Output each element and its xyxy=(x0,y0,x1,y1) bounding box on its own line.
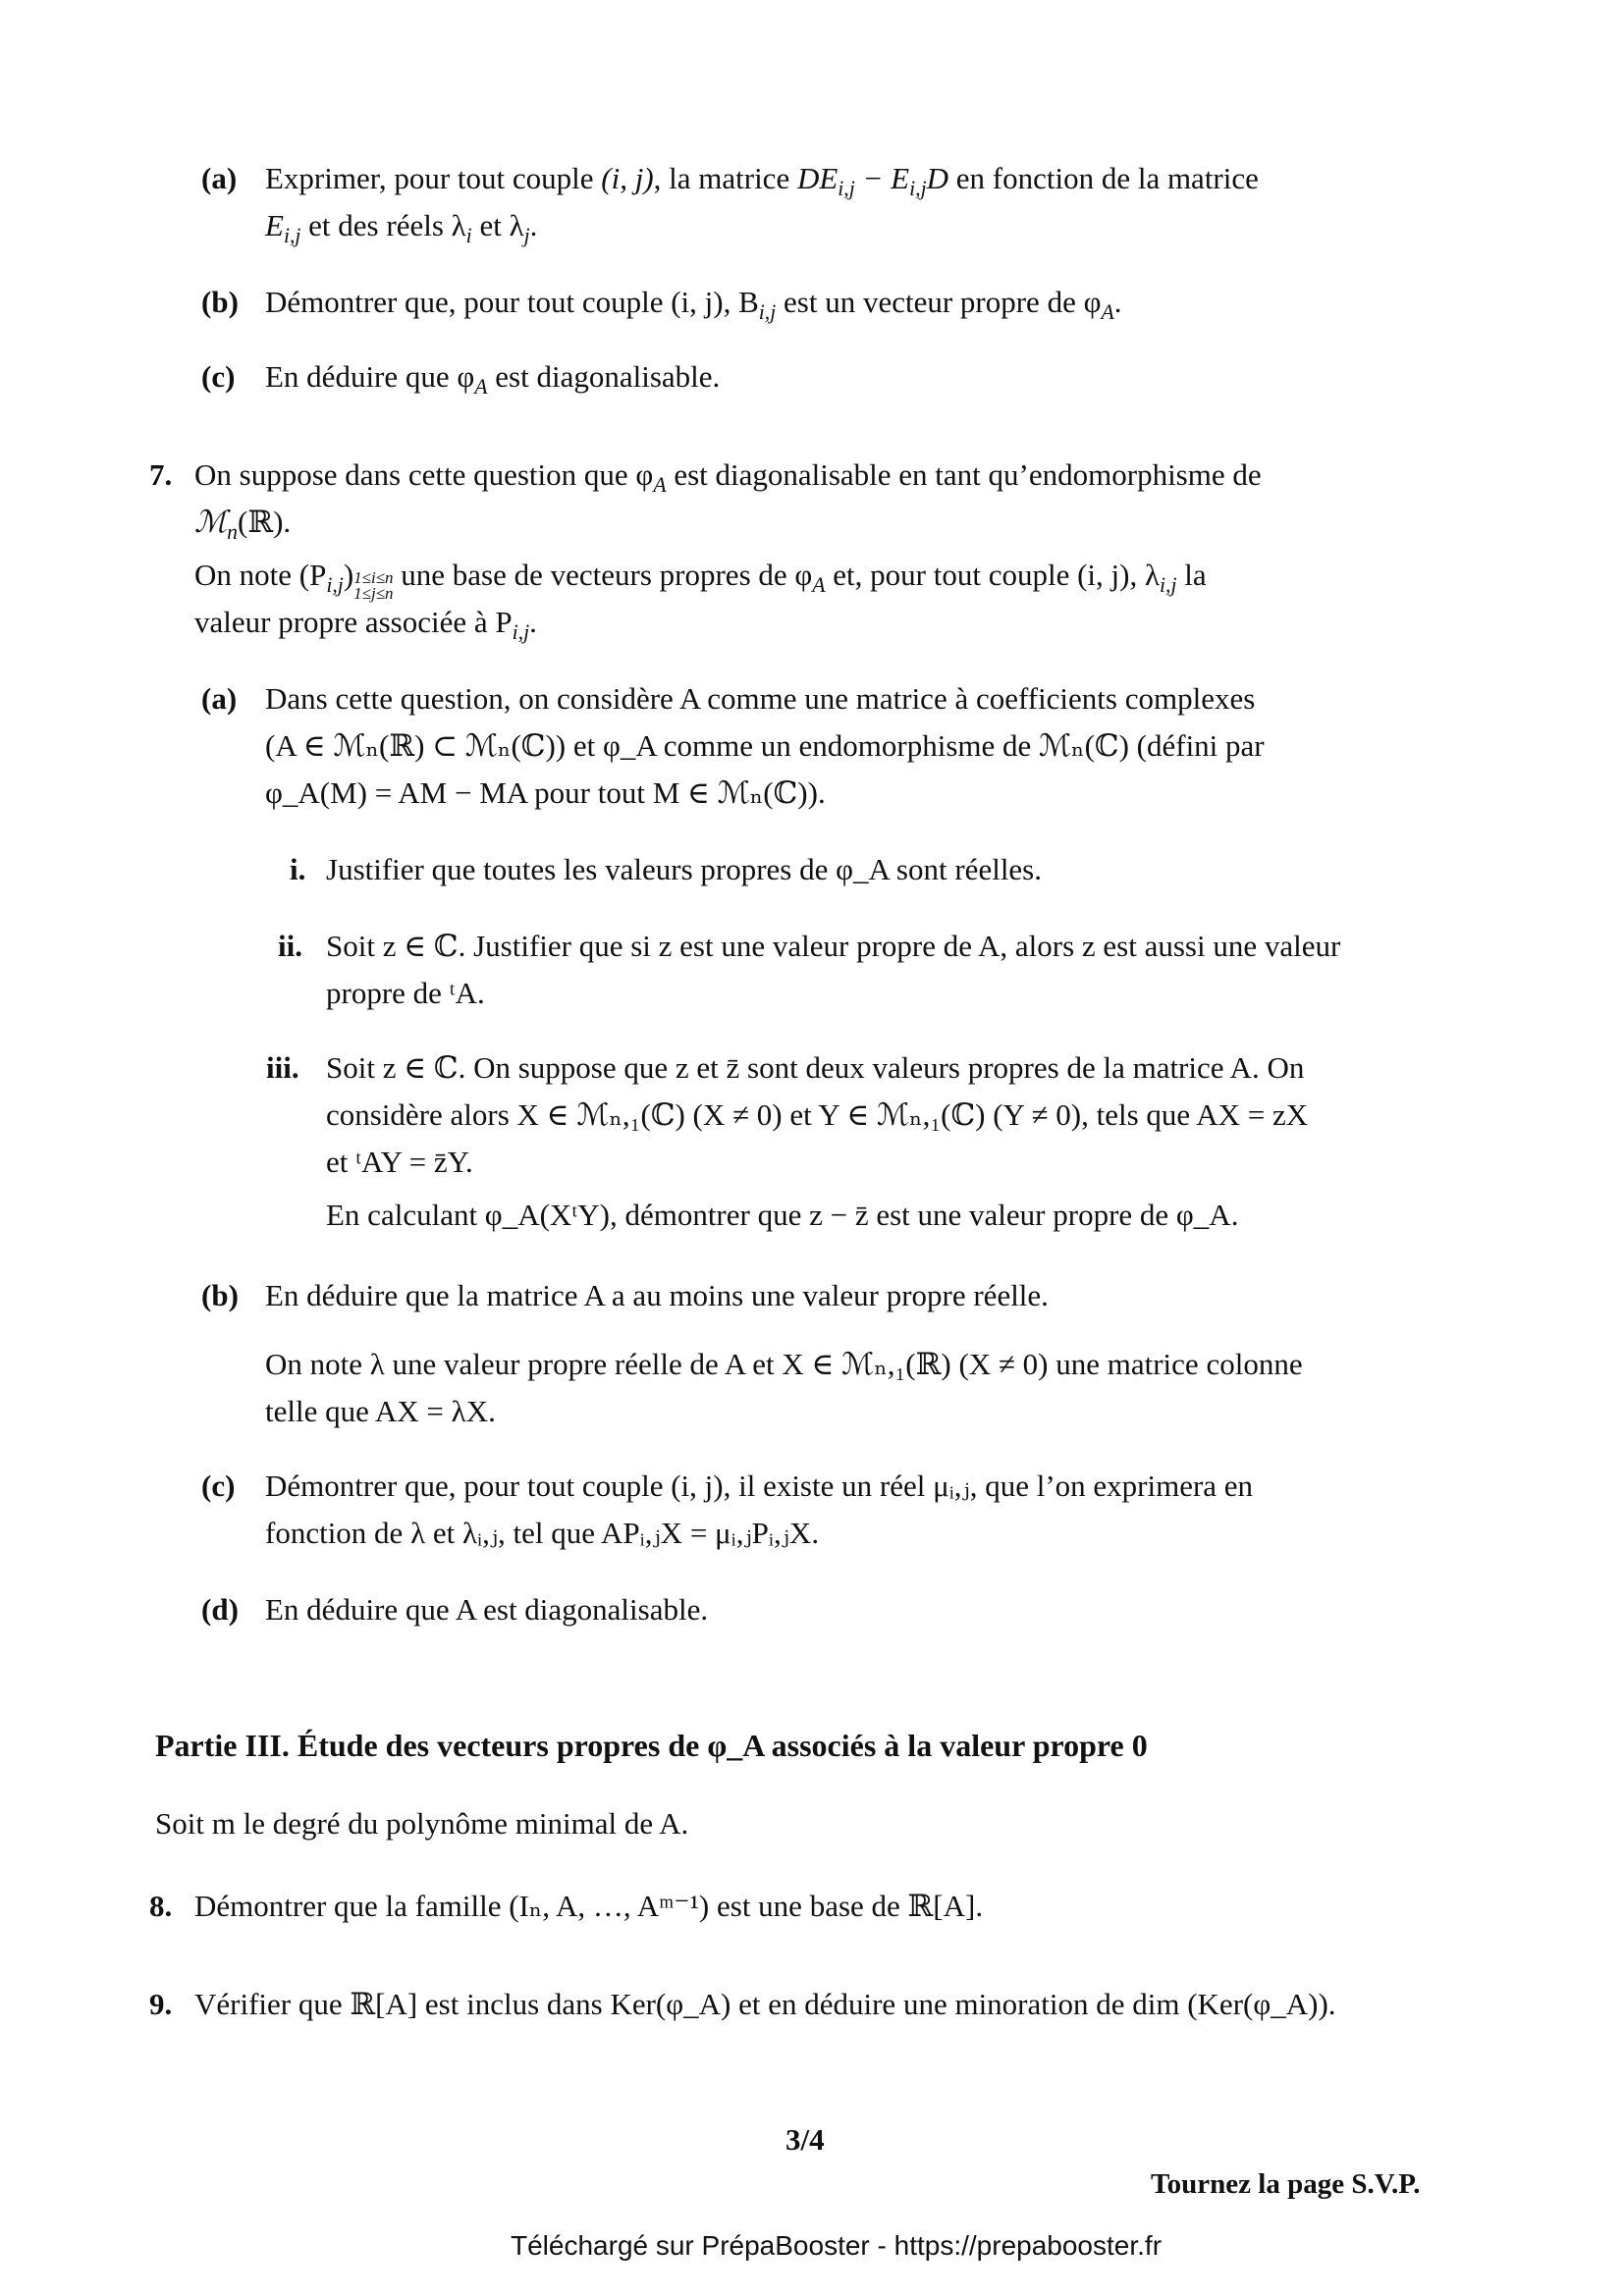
q7-sub: A xyxy=(812,573,826,598)
q8-line: Démontrer que la famille (Iₙ, A, …, Aᵐ⁻¹) est une base de ℝ[A]. xyxy=(194,1889,984,1923)
q6a-expr: D xyxy=(926,161,948,195)
q6c-label: (c) xyxy=(201,359,236,394)
q7a-i-text xyxy=(326,846,1483,893)
q6b-text xyxy=(265,279,1483,326)
q6a-text-part: , la matrice xyxy=(653,161,797,195)
part3-intro xyxy=(155,1800,1483,1847)
q6a-line xyxy=(265,155,1483,202)
q6a-text-part: et des réels λ xyxy=(300,208,466,242)
q7a-ii-line: propre de ᵗA. xyxy=(326,976,485,1010)
q9-text xyxy=(194,1981,1569,2028)
page-number: 3/4 xyxy=(785,2122,825,2157)
q6b-line xyxy=(265,279,1483,326)
q7-intro-part: ℳ xyxy=(194,505,228,539)
download-note: Téléchargé sur PrépaBooster - https://prepabooster.fr xyxy=(511,2230,1163,2261)
q7-number: 7. xyxy=(149,457,173,492)
q7-intro-part: est diagonalisable en tant qu’endomorphisme de xyxy=(666,457,1262,492)
q7-note-part: On note (P xyxy=(194,558,327,592)
q7-sub: i,j xyxy=(1160,573,1177,598)
q6a-text-part: et λ xyxy=(471,208,524,242)
part3-intro-line: Soit m le degré du polynôme minimal de A. xyxy=(155,1806,689,1841)
q7-note-part: et, pour tout couple (i, j), λ xyxy=(825,558,1160,592)
q7b-line: En déduire que la matrice A a au moins une valeur propre réelle. xyxy=(265,1278,1049,1312)
q7-intro-line xyxy=(194,499,1483,546)
q7-sub: A xyxy=(653,473,667,498)
q8-number: 8. xyxy=(149,1889,173,1923)
q7a-iii-line: et ᵗAY = z̄Y. xyxy=(326,1145,473,1179)
q6a-sub: i,j xyxy=(909,177,927,201)
q6c-text-part: est diagonalisable. xyxy=(487,359,721,394)
q7-note-line xyxy=(194,552,1483,603)
q7a-text xyxy=(265,675,1483,817)
q6a-line xyxy=(265,202,1483,249)
q7-note-part: valeur propre associée à P xyxy=(194,605,513,639)
q6b-text-part: est un vecteur propre de φ xyxy=(776,285,1102,319)
q6b-text-part: . xyxy=(1113,285,1122,319)
q6a-text-part: en fonction de la matrice xyxy=(948,161,1259,195)
q7a-line: Dans cette question, on considère A comme une matrice à coefficients complexes xyxy=(265,681,1256,716)
q9-line: Vérifier que ℝ[A] est inclus dans Ker(φ_A) et en déduire une minoration de dim (Ker(φ_A)). xyxy=(194,1987,1336,2021)
q7c-label: (c) xyxy=(201,1468,236,1503)
q6a-sub: j xyxy=(523,224,530,248)
q7b-line: telle que AX = λX. xyxy=(265,1394,496,1428)
q6b-sub: A xyxy=(1101,300,1114,325)
q7a-ii-line: Soit z ∈ ℂ. Justifier que si z est une valeur propre de A, alors z est aussi une valeur xyxy=(326,929,1341,963)
q6a-sub: i,j xyxy=(838,177,855,201)
q7a-iii-label: iii. xyxy=(266,1050,299,1085)
q7c-line: fonction de λ et λᵢ,ⱼ, tel que APᵢ,ⱼX = μᵢ,ⱼPᵢ,ⱼX. xyxy=(265,1516,820,1550)
q8-text xyxy=(194,1883,1483,1930)
q6b-text-part: Démontrer que, pour tout couple (i, j), B xyxy=(265,285,759,319)
q7a-ii-label: ii. xyxy=(278,929,302,963)
q6a-text-part: Exprimer, pour tout couple xyxy=(265,161,602,195)
q7a-i-label: i. xyxy=(290,852,306,886)
q7-sub: i,j xyxy=(326,573,344,598)
q7a-ii-text xyxy=(326,923,1483,1017)
q7a-iii-line: En calculant φ_A(XᵗY), démontrer que z − z̄ est une valeur propre de φ_A. xyxy=(326,1198,1239,1232)
q7a-line: φ_A(M) = AM − MA pour tout M ∈ ℳₙ(ℂ)). xyxy=(265,775,826,810)
q7a-label: (a) xyxy=(201,681,238,716)
q7-intro-part: On suppose dans cette question que φ xyxy=(194,457,654,492)
q7a-iii-line: Soit z ∈ ℂ. On suppose que z et z̄ sont deux valeurs propres de la matrice A. On xyxy=(326,1050,1305,1085)
q7a-iii-text xyxy=(326,1044,1483,1239)
q7-sub: i,j xyxy=(512,620,530,645)
q7b-text xyxy=(265,1272,1483,1435)
q7-index-i: 1≤i≤n xyxy=(353,568,394,587)
q6c-sub: A xyxy=(474,375,488,400)
q7a-line: (A ∈ ℳₙ(ℝ) ⊂ ℳₙ(ℂ)) et φ_A comme un endomorphisme de ℳₙ(ℂ) (défini par xyxy=(265,728,1265,763)
q7b-line: On note λ une valeur propre réelle de A et X ∈ ℳₙ,₁(ℝ) (X ≠ 0) une matrice colonne xyxy=(265,1347,1303,1381)
q6a-text-part: . xyxy=(529,208,538,242)
q6b-sub: i,j xyxy=(758,300,777,325)
q7a-iii-line: considère alors X ∈ ℳₙ,₁(ℂ) (X ≠ 0) et Y ∈ ℳₙ,₁(ℂ) (Y ≠ 0), tels que AX = zX xyxy=(326,1097,1309,1132)
q9-number: 9. xyxy=(149,1987,173,2021)
q7-index-range xyxy=(353,570,393,602)
q7d-line: En déduire que A est diagonalisable. xyxy=(265,1592,709,1627)
q7d-text xyxy=(265,1586,1483,1633)
q7-note-part: . xyxy=(529,605,537,639)
q7-note xyxy=(194,552,1483,646)
q6a-expr: − E xyxy=(854,161,910,195)
q7a-i-line: Justifier que toutes les valeurs propres de φ_A sont réelles. xyxy=(326,852,1042,886)
q6a-expr: E xyxy=(265,208,284,242)
q7-note-line xyxy=(194,599,1483,646)
q7d-label: (d) xyxy=(201,1592,239,1627)
q6a-label: (a) xyxy=(201,161,238,195)
q7-note-part: une base de vecteurs propres de φ xyxy=(393,558,813,592)
q6c-line xyxy=(265,353,1483,400)
q6a-sub: i xyxy=(465,224,472,248)
q7-intro xyxy=(194,452,1483,546)
q6a-sub: i,j xyxy=(283,224,301,248)
q7-note-part: la xyxy=(1176,558,1207,592)
q6a-text xyxy=(265,155,1483,249)
q7-index-j: 1≤j≤n xyxy=(353,584,394,603)
q6c-text xyxy=(265,353,1483,400)
q7b-label: (b) xyxy=(201,1278,239,1312)
q7c-line: Démontrer que, pour tout couple (i, j), il existe un réel μᵢ,ⱼ, que l’on exprimera en xyxy=(265,1468,1254,1503)
part3-heading: Partie III. Étude des vecteurs propres de φ_A associés à la valeur propre 0 xyxy=(155,1728,1148,1763)
q7c-text xyxy=(265,1463,1483,1557)
q7-intro-part: (ℝ). xyxy=(238,505,292,539)
q6a-couple: (i, j) xyxy=(601,161,654,195)
q7-intro-line xyxy=(194,452,1483,499)
q7-sub: n xyxy=(227,520,238,545)
turn-page-note: Tournez la page S.V.P. xyxy=(1151,2168,1421,2200)
q6b-label: (b) xyxy=(201,285,239,319)
q6a-expr: DE xyxy=(796,161,839,195)
q7-note-part: ) xyxy=(343,558,354,592)
q6c-text-part: En déduire que φ xyxy=(265,359,475,394)
